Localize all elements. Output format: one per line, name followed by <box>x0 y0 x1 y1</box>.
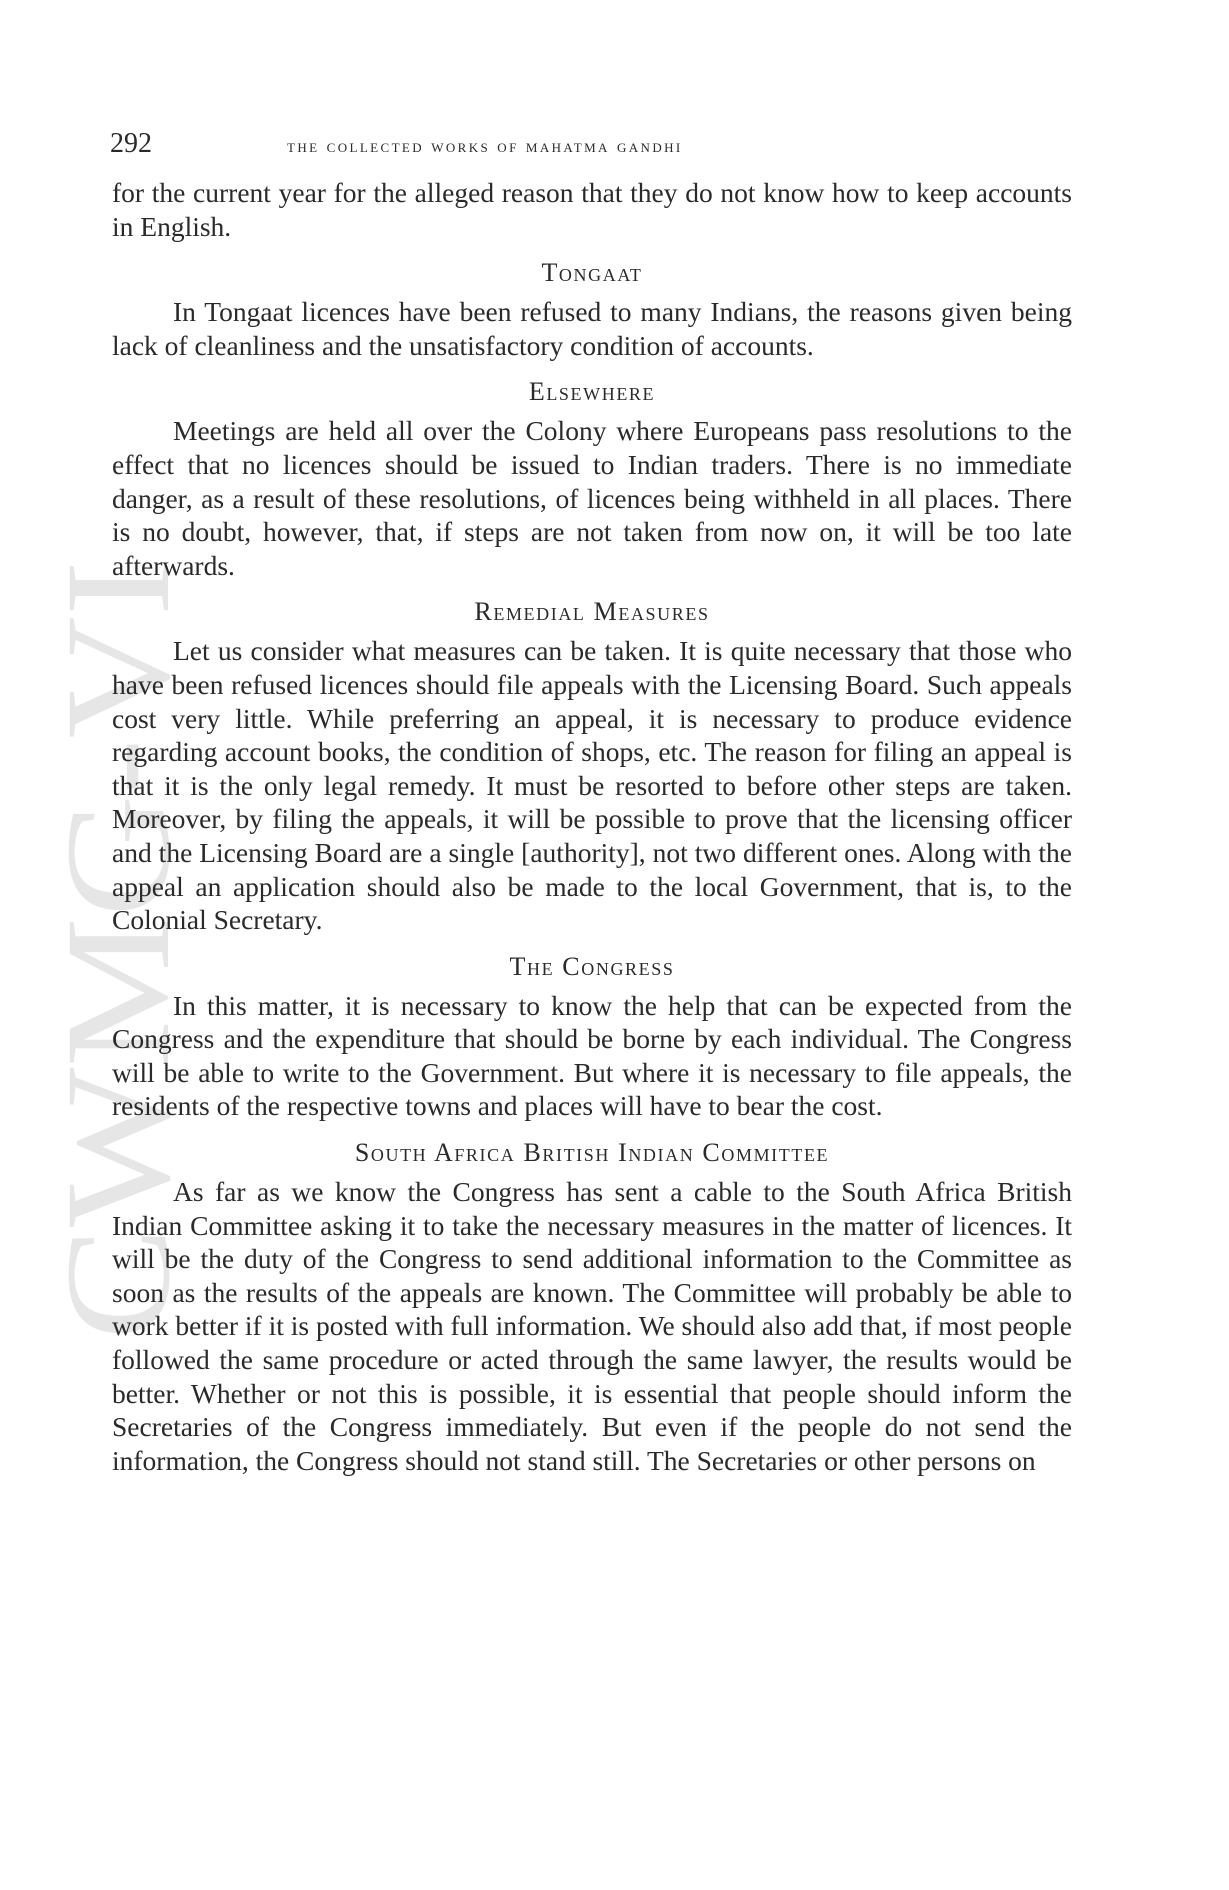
section-heading-remedial-measures: Remedial Measures <box>474 597 710 627</box>
running-head <box>112 128 1072 168</box>
opening-paragraph: for the current year for the alleged reason that they do not know how to keep accounts in English. <box>112 177 1072 242</box>
section-heading-elsewhere: Elsewhere <box>528 377 656 407</box>
paragraph-elsewhere: Meetings are held all over the Colony where Europeans pass resolutions to the effect that no licences should be issued to Indian traders. There is no immediate danger, as a result of these resolutions, of licences being withheld in all places. There is no doubt, however, that, if steps are not taken from now on, it will be too late afterwards. <box>112 415 1072 581</box>
page <box>112 128 1072 1477</box>
paragraph-tongaat: In Tongaat licences have been refused to many Indians, the reasons given being lack of cleanliness and the unsatisfactory condition of accounts. <box>112 296 1072 361</box>
page-number: 292 <box>110 128 152 159</box>
paragraph-the-congress: In this matter, it is necessary to know the help that can be expected from the Congress and the expenditure that should be borne by each individual. The Congress will be able to write to the Government. But where it is necessary to file appeals, the residents of the respective towns and places will have to bear the cost. <box>112 989 1072 1122</box>
paragraph-sabic: As far as we know the Congress has sent a cable to the South Africa British Indian Committee asking it to take the necessary measures in the matter of licences. It will be the duty of the Congress to send additional information to the Committee as soon as the results of the appeals are known. The Committee will probably be able to work better if it is posted with full information. We should also add that, if most people followed the same procedure or acted through the same lawyer, the results would be better. Whether or not this is possible, it is essential that people should inform the Secretaries of the Congress immediately. But even if the people do not send the information, the Congress should not stand still. The Secretaries or other persons on <box>112 1176 1072 1476</box>
section-heading-the-congress: The Congress <box>509 951 675 981</box>
section-heading-tongaat: Tongaat <box>541 258 643 288</box>
paragraph-remedial-measures: Let us consider what measures can be taken. It is quite necessary that those who have been refused licences should file appeals with the Licensing Board. Such appeals cost very little. While preferring an appeal, it is necessary to produce evidence regarding account books, the condition of shops, etc. The reason for filing an appeal is that it is the only legal remedy. It must be resorted to before other steps are taken. Moreover, by filing the appeals, it will be possible to prove that the licensing officer and the Licensing Board are a single [authority], not two different ones. Along with the appeal an application should also be made to the local Government, that is, to the Colonial Secretary. <box>112 635 1072 936</box>
running-title: the collected works of mahatma gandhi <box>287 136 683 157</box>
section-heading-sabic: South Africa British Indian Committee <box>354 1138 830 1168</box>
watermark-text: CWMG-VI <box>68 648 188 1340</box>
